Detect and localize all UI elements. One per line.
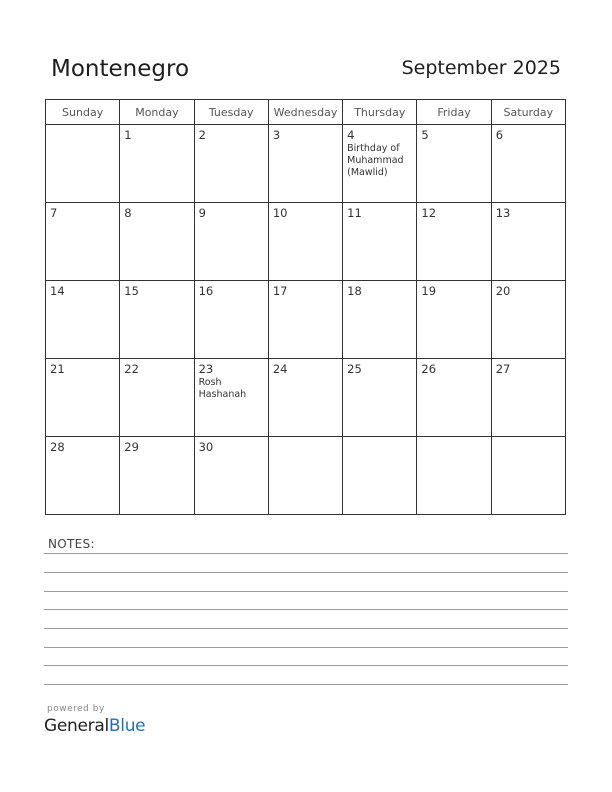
day-number: 1 <box>124 128 132 142</box>
day-number: 7 <box>50 206 58 220</box>
day-number: 16 <box>198 284 214 298</box>
day-cell <box>343 437 417 515</box>
day-cell <box>194 203 268 281</box>
week-row-2 <box>46 203 566 281</box>
day-number: 29 <box>124 440 139 454</box>
day-cell <box>194 281 268 359</box>
holiday-label: Rosh Hashanah <box>198 377 247 400</box>
weekday-wednesday: Wednesday <box>268 100 342 125</box>
day-cell <box>417 125 491 203</box>
holiday-label: Birthday of Muhammad (Mawlid) <box>347 143 404 178</box>
day-cell <box>46 437 120 515</box>
day-cell <box>491 359 565 437</box>
day-number: 26 <box>421 362 437 376</box>
day-number: 6 <box>495 128 504 142</box>
day-cell <box>268 203 342 281</box>
weekday-monday: Monday <box>120 100 194 125</box>
day-number: 9 <box>198 206 206 220</box>
day-cell <box>491 125 565 203</box>
brand-blue: Blue <box>108 716 146 736</box>
day-cell <box>268 281 342 359</box>
day-number: 27 <box>495 362 511 376</box>
day-number: 20 <box>495 284 511 298</box>
day-cell <box>343 281 417 359</box>
day-cell <box>46 125 120 203</box>
notes-label: NOTES: <box>48 537 95 551</box>
day-cell <box>343 359 417 437</box>
weekday-thursday: Thursday <box>343 100 417 125</box>
note-line <box>44 553 568 554</box>
note-line <box>44 628 568 629</box>
weekday-sunday: Sunday <box>46 100 120 125</box>
week-row-4 <box>46 359 566 437</box>
day-cell <box>268 437 342 515</box>
week-row-5 <box>46 437 566 515</box>
day-number: 2 <box>198 128 206 142</box>
calendar-grid <box>45 99 566 515</box>
day-cell <box>417 203 491 281</box>
week-row-1 <box>46 125 566 203</box>
day-cell <box>46 281 120 359</box>
day-number: 21 <box>50 362 65 376</box>
brand-general: General <box>44 716 109 736</box>
note-line <box>44 684 568 685</box>
day-cell <box>491 437 565 515</box>
day-number: 18 <box>347 284 362 298</box>
day-cell <box>120 125 194 203</box>
day-number: 13 <box>495 206 511 220</box>
day-cell <box>343 125 417 203</box>
day-cell <box>120 437 194 515</box>
day-cell <box>491 281 565 359</box>
calendar-country-title: Montenegro <box>51 56 190 82</box>
day-cell <box>194 437 268 515</box>
day-cell <box>417 359 491 437</box>
day-number: 30 <box>198 440 214 454</box>
day-cell <box>194 125 268 203</box>
day-number: 10 <box>272 206 288 220</box>
powered-by-text: powered by <box>47 704 105 714</box>
day-cell <box>268 125 342 203</box>
note-line <box>44 572 568 573</box>
day-cell <box>120 281 194 359</box>
calendar-month-title: September 2025 <box>401 57 561 79</box>
day-number: 8 <box>124 206 132 220</box>
day-number: 23 <box>198 362 214 376</box>
day-number: 11 <box>347 206 362 220</box>
day-number: 3 <box>272 128 281 142</box>
day-number: 28 <box>50 440 65 454</box>
note-line <box>44 609 568 610</box>
day-number: 15 <box>124 284 139 298</box>
day-cell <box>417 437 491 515</box>
day-number: 14 <box>50 284 65 298</box>
weekday-friday: Friday <box>417 100 491 125</box>
day-cell <box>343 203 417 281</box>
note-line <box>44 647 568 648</box>
note-line <box>44 665 568 666</box>
day-number: 25 <box>347 362 362 376</box>
day-cell <box>417 281 491 359</box>
day-cell <box>120 203 194 281</box>
day-number: 4 <box>347 128 355 142</box>
generalblue-logo[interactable] <box>44 716 145 736</box>
day-cell <box>46 359 120 437</box>
day-number: 19 <box>421 284 437 298</box>
day-cell <box>194 359 268 437</box>
day-cell <box>120 359 194 437</box>
note-line <box>44 591 568 592</box>
weekday-header-row <box>46 100 566 125</box>
day-cell <box>46 203 120 281</box>
day-cell <box>268 359 342 437</box>
day-number: 5 <box>421 128 429 142</box>
day-number: 22 <box>124 362 139 376</box>
weekday-saturday: Saturday <box>491 100 565 125</box>
day-number: 24 <box>272 362 288 376</box>
day-cell <box>491 203 565 281</box>
day-number: 17 <box>272 284 288 298</box>
weekday-tuesday: Tuesday <box>194 100 268 125</box>
day-number: 12 <box>421 206 437 220</box>
week-row-3 <box>46 281 566 359</box>
